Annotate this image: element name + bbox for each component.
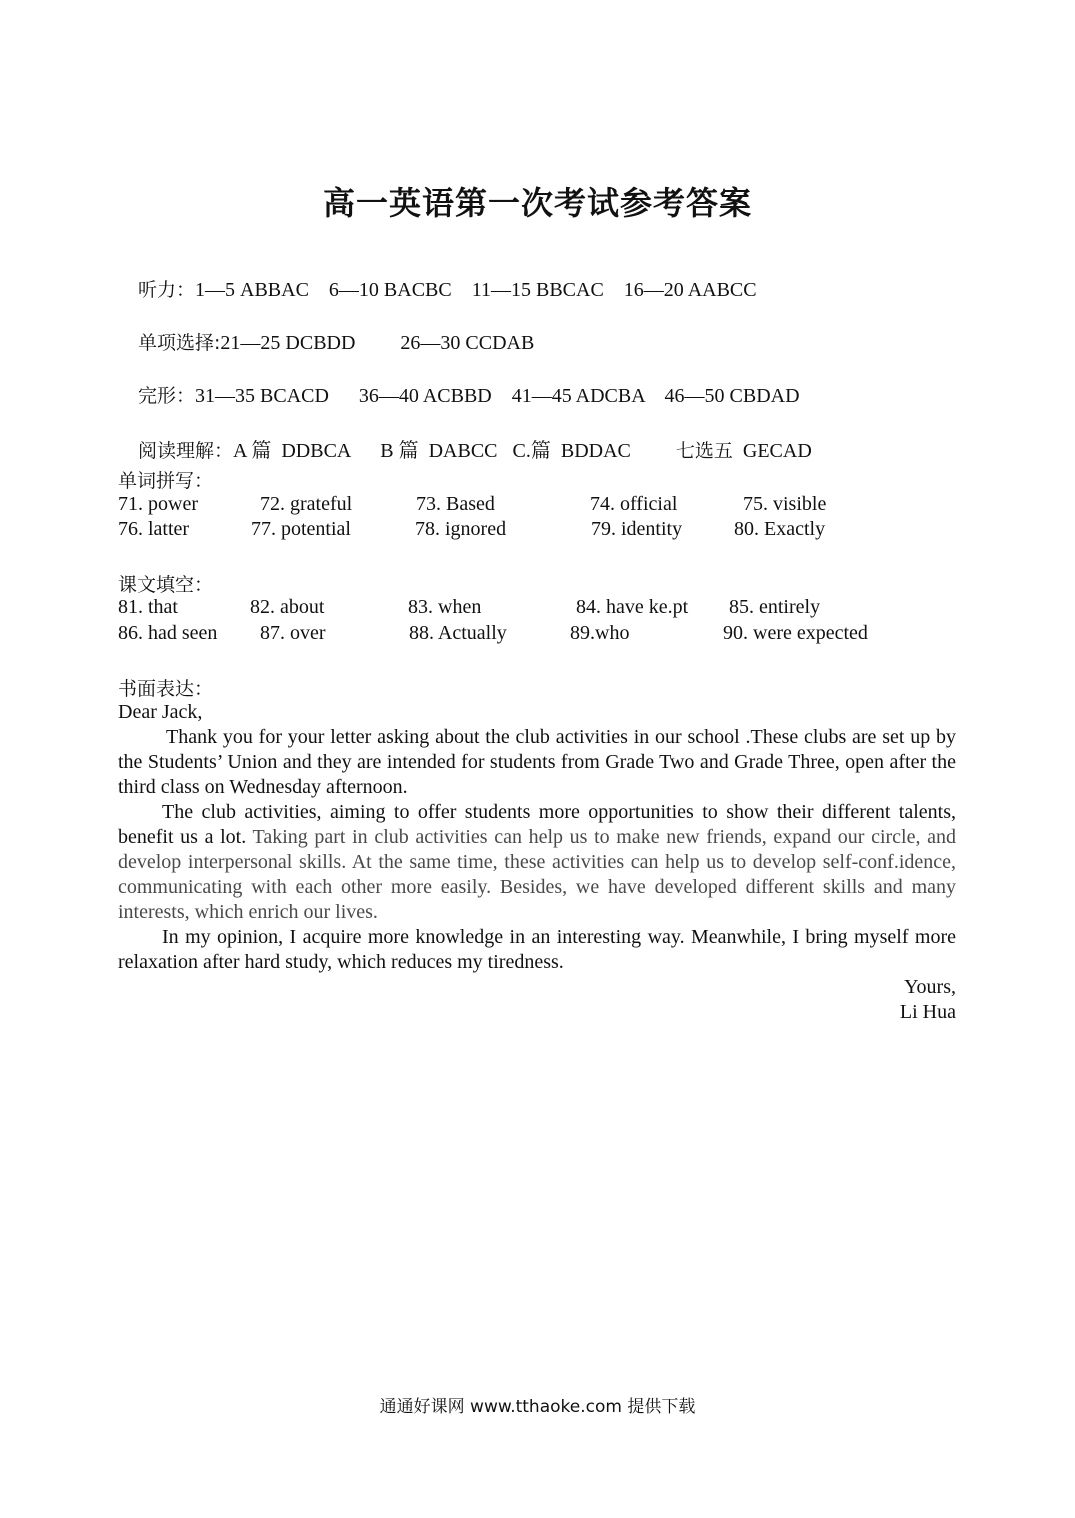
text-fill-answer: 82. about: [250, 596, 325, 618]
listening-group: 6—10 BACBC: [328, 279, 452, 301]
reading-label: 阅读理解：: [138, 440, 234, 462]
spelling-answer: 73. Based: [416, 493, 495, 515]
letter-signature: Li Hua: [899, 1001, 956, 1023]
text-fill-label: 课文填空：: [118, 574, 214, 596]
listening-label: 听力：: [138, 279, 196, 301]
cloze-group: 31—35 BCACD: [195, 385, 329, 407]
reading-a-label: A 篇: [233, 440, 272, 462]
spelling-answer: 79. identity: [591, 518, 683, 540]
spelling-answer: 75. visible: [743, 493, 827, 515]
text-fill-answer: 87. over: [260, 622, 326, 644]
text-fill-answer: 85. entirely: [729, 596, 821, 618]
single-choice-group: 26—30 CCDAB: [400, 332, 535, 354]
writing-label: 书面表达：: [118, 678, 214, 700]
text-fill-answer: 90. were expected: [723, 622, 868, 644]
reading-b-answer: DABCC: [428, 440, 498, 462]
letter-paragraph: [118, 800, 956, 925]
spelling-answer: 78. ignored: [415, 518, 507, 540]
footer-source: 通通好课网 www.tthaoke.com 提供下载: [379, 1397, 696, 1417]
text-fill-answer: 88. Actually: [409, 622, 507, 644]
spelling-answer: 72. grateful: [260, 493, 353, 515]
seven-choose-five-answer: GECAD: [742, 440, 812, 462]
letter-greeting: Dear Jack,: [118, 701, 203, 723]
reading-a-answer: DDBCA: [281, 440, 351, 462]
single-choice-group: 21—25 DCBDD: [220, 332, 356, 354]
reading-b-label: B 篇: [380, 440, 419, 462]
reading-row: [118, 411, 812, 486]
letter-paragraph: Thank you for your letter asking about the club activities in our school .These clubs are set up by the Students’ Union and they are intended for students from Grade Two and Grade Three, open after the third class on Wednesday afternoon.: [118, 726, 956, 798]
spelling-answer: 74. official: [590, 493, 678, 515]
text-fill-answer: 86. had seen: [118, 622, 218, 644]
spelling-answer: 71. power: [118, 493, 198, 515]
cloze-group: 36—40 ACBBD: [358, 385, 492, 407]
letter-paragraph: In my opinion, I acquire more knowledge in an interesting way. Meanwhile, I bring myself more relaxation after hard study, which reduces my tiredness.: [118, 926, 956, 973]
reading-c-answer: BDDAC: [560, 440, 631, 462]
text-fill-answer: 83. when: [408, 596, 482, 618]
single-choice-label: 单项选择:: [138, 332, 221, 354]
listening-group: 1—5 ABBAC: [195, 279, 309, 301]
page-title: 高一英语第一次考试参考答案: [322, 184, 752, 222]
text-fill-answer: 81. that: [118, 596, 178, 618]
spelling-label: 单词拼写：: [118, 470, 214, 492]
letter-sentence: Taking part in club activities can help us to make new friends, expand our circle, and develop interpersonal skills. At the same time, these activities can help us to develop self-conf.idence, communicating with each other more easily. Besides, we have developed different skills and many interests, which enrich our lives.: [118, 826, 956, 923]
text-fill-answer: 89.who: [570, 622, 630, 644]
cloze-group: 46—50 CBDAD: [664, 385, 800, 407]
spelling-answer: 76. latter: [118, 518, 190, 540]
seven-choose-five-label: 七选五: [675, 440, 733, 462]
spelling-answer: 77. potential: [251, 518, 351, 540]
spelling-answer: 80. Exactly: [734, 518, 826, 540]
letter-sentence: The club activities, aiming to offer students more opportunities to show their different talents, benefit us a lot.: [118, 801, 956, 848]
writing-letter: [118, 700, 956, 1025]
reading-c-label: C.篇: [512, 440, 551, 462]
listening-group: 16—20 AABCC: [623, 279, 757, 301]
cloze-group: 41—45 ADCBA: [511, 385, 645, 407]
letter-closing: Yours,: [904, 976, 956, 998]
listening-group: 11—15 BBCAC: [471, 279, 604, 301]
cloze-label: 完形：: [138, 385, 196, 407]
text-fill-answer: 84. have ke.pt: [576, 596, 689, 618]
